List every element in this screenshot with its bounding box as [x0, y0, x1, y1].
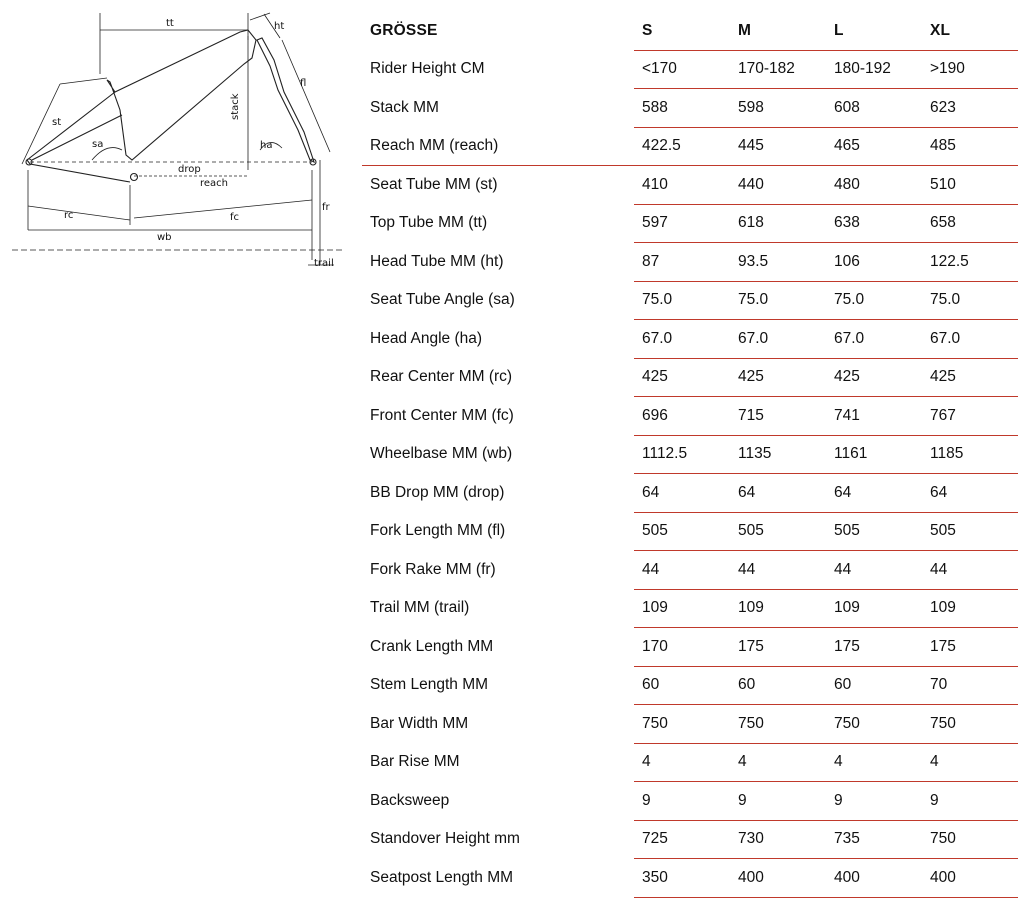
cell-value: 741 [826, 397, 922, 436]
bottom-bracket [131, 174, 138, 181]
row-label: Standover Height mm [370, 830, 520, 848]
header-size-label: GRÖSSE [370, 22, 438, 39]
table-row [362, 705, 1018, 744]
label-tt: tt [166, 18, 174, 29]
label-wb: wb [157, 232, 172, 243]
row-label: Stack MM [370, 98, 439, 116]
table-row [362, 358, 1018, 397]
cell-value: 60 [634, 666, 730, 705]
cell-value: 9 [922, 782, 1018, 821]
cell-value: 75.0 [634, 281, 730, 320]
table-row [362, 243, 1018, 282]
cell-value: 750 [826, 705, 922, 744]
label-fl: fl [300, 78, 307, 89]
cell-value: 75.0 [730, 281, 826, 320]
table-row [362, 743, 1018, 782]
label-st: st [52, 117, 62, 128]
cell-value: 597 [634, 204, 730, 243]
row-label: Rider Height CM [370, 60, 485, 78]
row-label: BB Drop MM (drop) [370, 483, 505, 501]
row-label: Seat Tube MM (st) [370, 176, 498, 193]
cell-value: 1135 [730, 435, 826, 474]
cell-value: 93.5 [730, 243, 826, 282]
rear-triangle [27, 92, 130, 182]
cell-value: >190 [922, 50, 1018, 89]
cell-value: 122.5 [922, 243, 1018, 282]
table-row [362, 474, 1018, 513]
cell-value: 170-182 [730, 50, 826, 89]
cell-value: 67.0 [730, 320, 826, 359]
cell-value: 4 [826, 743, 922, 782]
cell-value: 715 [730, 397, 826, 436]
header-size-m: M [730, 12, 826, 50]
header-size-s: S [634, 12, 730, 50]
cell-value: 4 [730, 743, 826, 782]
cell-value: 425 [922, 358, 1018, 397]
cell-value: 67.0 [634, 320, 730, 359]
table-row [362, 435, 1018, 474]
label-fr: fr [322, 202, 330, 213]
cell-value: 505 [826, 512, 922, 551]
table-row [362, 666, 1018, 705]
cell-value: 400 [922, 859, 1018, 898]
row-label: Bar Width MM [370, 714, 469, 732]
table-row [362, 512, 1018, 551]
row-label: Rear Center MM (rc) [370, 368, 513, 386]
table-row [362, 628, 1018, 667]
cell-value: 64 [922, 474, 1018, 513]
cell-value: 9 [730, 782, 826, 821]
table-row [362, 551, 1018, 590]
cell-value: 505 [730, 512, 826, 551]
label-stack: stack [230, 93, 241, 120]
cell-value: 410 [634, 166, 730, 205]
table-row [362, 204, 1018, 243]
row-label: Seatpost Length MM [370, 868, 514, 886]
cell-value: 44 [634, 551, 730, 590]
table-row [362, 397, 1018, 436]
cell-value: 4 [922, 743, 1018, 782]
cell-value: 350 [634, 859, 730, 898]
cell-value: 87 [634, 243, 730, 282]
cell-value: 67.0 [922, 320, 1018, 359]
label-fc: fc [230, 212, 240, 223]
cell-value: 696 [634, 397, 730, 436]
cell-value: 750 [922, 820, 1018, 859]
cell-value: 658 [922, 204, 1018, 243]
table-header-row [362, 12, 1018, 50]
row-label: Fork Length MM (fl) [370, 522, 506, 540]
table-body [362, 50, 1018, 897]
cell-value: 1112.5 [634, 435, 730, 474]
cell-value: 75.0 [922, 281, 1018, 320]
cell-value: 175 [730, 628, 826, 667]
cell-value: 505 [922, 512, 1018, 551]
cell-value: 425 [826, 358, 922, 397]
cell-value: 750 [730, 705, 826, 744]
row-label: Top Tube MM (tt) [370, 214, 488, 232]
cell-value: 608 [826, 89, 922, 128]
row-label: Backsweep [370, 791, 450, 809]
table-row [362, 782, 1018, 821]
cell-value: 67.0 [826, 320, 922, 359]
cell-value: 175 [922, 628, 1018, 667]
row-label: Wheelbase MM (wb) [370, 445, 513, 463]
cell-value: 109 [730, 589, 826, 628]
cell-value: 485 [922, 127, 1018, 166]
table-row [362, 166, 1018, 205]
cell-value: 170 [634, 628, 730, 667]
label-sa: sa [92, 139, 104, 150]
row-label: Trail MM (trail) [370, 599, 470, 617]
cell-value: 638 [826, 204, 922, 243]
geometry-table [362, 12, 1018, 898]
row-label: Bar Rise MM [370, 753, 460, 771]
cell-value: 1161 [826, 435, 922, 474]
table-row [362, 320, 1018, 359]
row-label: Reach MM (reach) [362, 127, 634, 166]
label-trail: trail [314, 258, 334, 269]
table-row [362, 820, 1018, 859]
cell-value: 588 [634, 89, 730, 128]
cell-value: 64 [634, 474, 730, 513]
cell-value: 44 [826, 551, 922, 590]
cell-value: 60 [730, 666, 826, 705]
cell-value: 175 [826, 628, 922, 667]
cell-value: <170 [634, 50, 730, 89]
cell-value: 623 [922, 89, 1018, 128]
cell-value: 9 [826, 782, 922, 821]
table-row [362, 281, 1018, 320]
label-reach: reach [200, 178, 229, 189]
table-row [362, 589, 1018, 628]
cell-value: 425 [634, 358, 730, 397]
cell-value: 180-192 [826, 50, 922, 89]
row-label: Seat Tube Angle (sa) [370, 291, 515, 309]
cell-value: 505 [634, 512, 730, 551]
header-size-l: L [826, 12, 922, 50]
row-label: Stem Length MM [370, 676, 489, 694]
cell-value: 75.0 [826, 281, 922, 320]
cell-value: 750 [922, 705, 1018, 744]
cell-value: 725 [634, 820, 730, 859]
cell-value: 109 [826, 589, 922, 628]
row-label: Front Center MM (fc) [370, 406, 514, 424]
cell-value: 735 [826, 820, 922, 859]
row-label: Head Tube MM (ht) [370, 252, 504, 270]
label-ha: ha [260, 140, 273, 151]
cell-value: 70 [922, 666, 1018, 705]
bike-geometry-diagram [12, 10, 352, 272]
cell-value: 440 [730, 166, 826, 205]
label-rc: rc [64, 210, 74, 221]
label-drop: drop [178, 164, 201, 175]
header-size-xl: XL [922, 12, 1018, 50]
row-label: Fork Rake MM (fr) [370, 560, 496, 578]
cell-value: 422.5 [634, 127, 730, 166]
cell-value: 4 [634, 743, 730, 782]
cell-value: 64 [826, 474, 922, 513]
cell-value: 767 [922, 397, 1018, 436]
cell-value: 750 [634, 705, 730, 744]
cell-value: 425 [730, 358, 826, 397]
cell-value: 400 [730, 859, 826, 898]
table-row [362, 859, 1018, 898]
table-row [362, 89, 1018, 128]
cell-value: 598 [730, 89, 826, 128]
diagram-labels [52, 18, 334, 269]
table-row [362, 127, 1018, 166]
cell-value: 64 [730, 474, 826, 513]
cell-value: 480 [826, 166, 922, 205]
cell-value: 730 [730, 820, 826, 859]
cell-value: 618 [730, 204, 826, 243]
cell-value: 400 [826, 859, 922, 898]
cell-value: 109 [634, 589, 730, 628]
row-label: Head Angle (ha) [370, 329, 483, 347]
cell-value: 465 [826, 127, 922, 166]
label-ht: ht [274, 21, 285, 32]
cell-value: 9 [634, 782, 730, 821]
cell-value: 44 [922, 551, 1018, 590]
cell-value: 445 [730, 127, 826, 166]
cell-value: 60 [826, 666, 922, 705]
cell-value: 109 [922, 589, 1018, 628]
row-label: Crank Length MM [370, 637, 494, 655]
cell-value: 44 [730, 551, 826, 590]
table-row [362, 50, 1018, 89]
cell-value: 1185 [922, 435, 1018, 474]
cell-value: 106 [826, 243, 922, 282]
cell-value: 510 [922, 166, 1018, 205]
